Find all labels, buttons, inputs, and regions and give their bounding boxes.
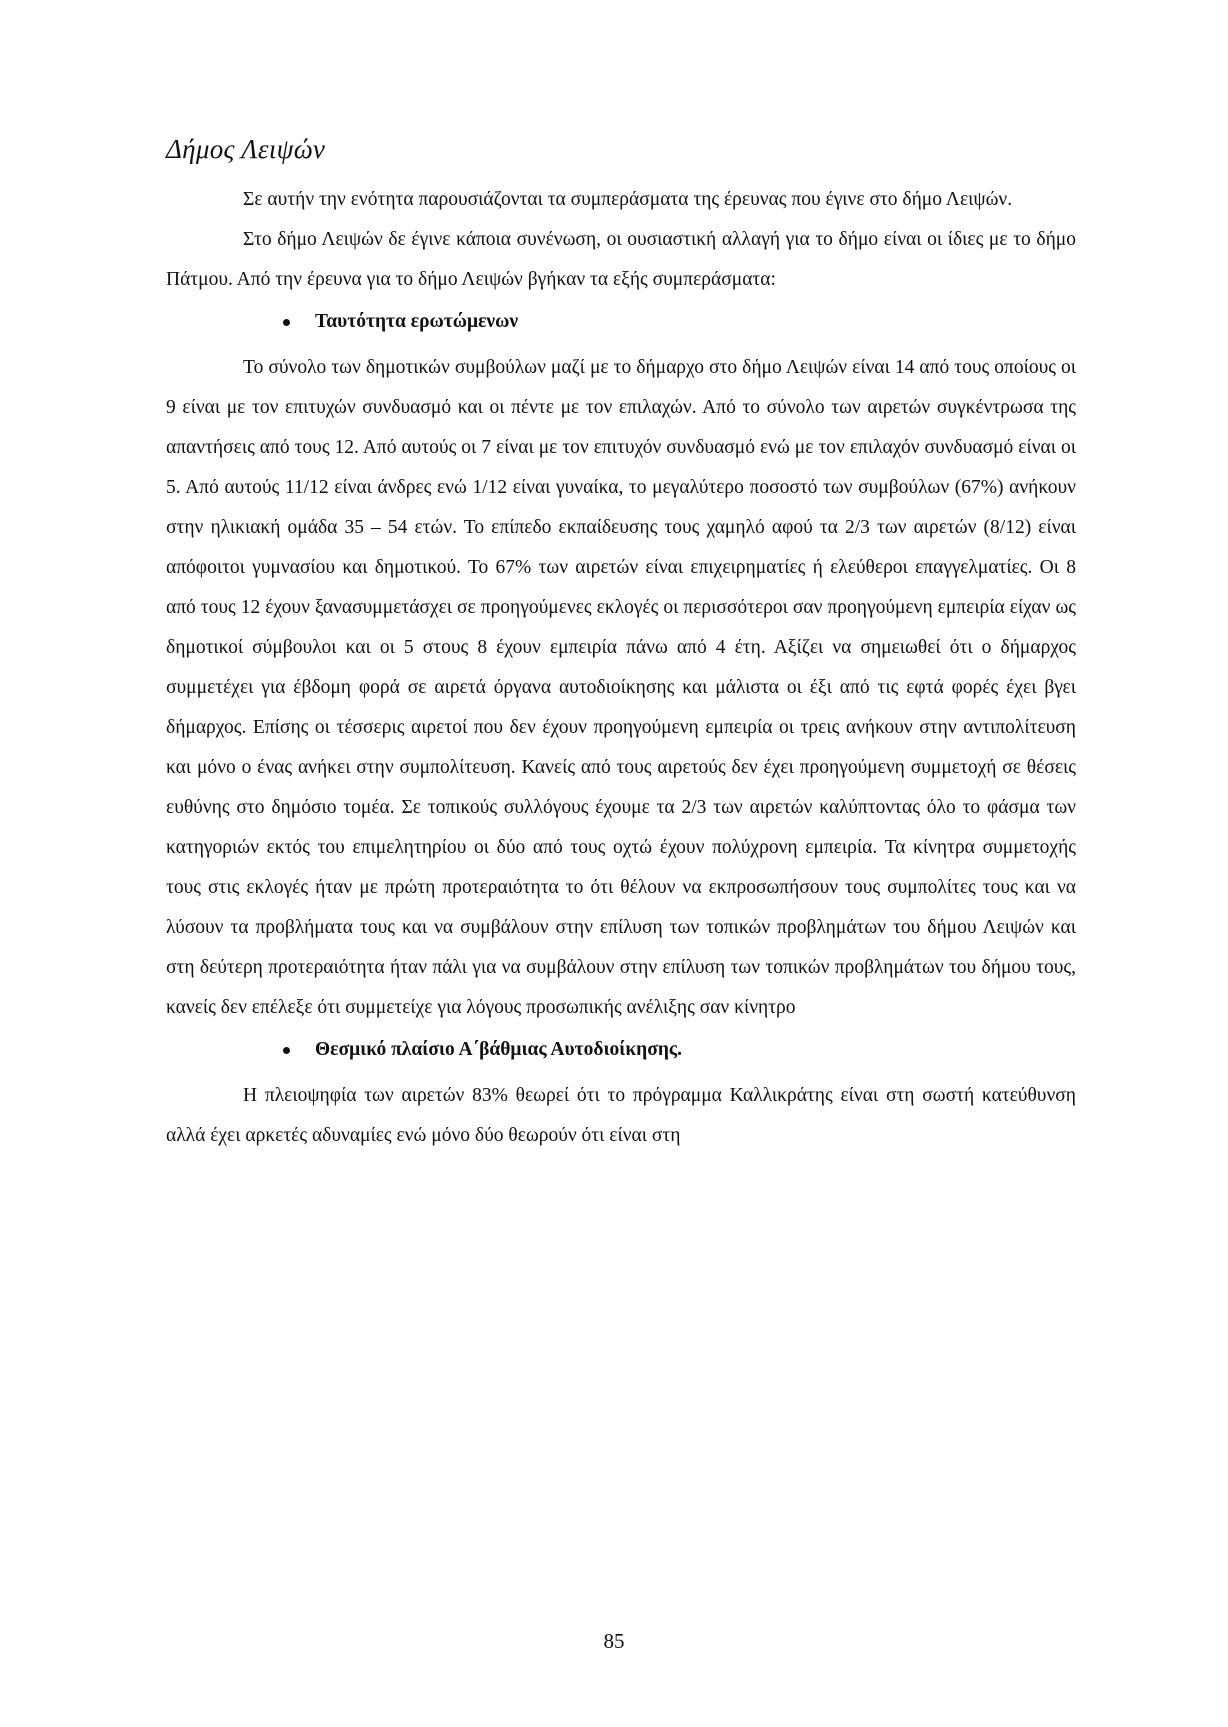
intro-paragraph-1: Σε αυτήν την ενότητα παρουσιάζονται τα συμπεράσματα της έρευνας που έγινε στο δήμο Λειψών.: [243, 189, 1013, 211]
bullet-dot-icon: [283, 1047, 290, 1054]
bullet-framework: [166, 1030, 1076, 1070]
framework-paragraph: Η πλειοψηφία των αιρετών 83% θεωρεί ότι το πρόγραμμα Καλλικράτης είναι στη σωστή κατεύθυνση αλλά έχει αρκετές αδυναμίες ενώ μόνο δύο θεωρούν ότι είναι στη: [166, 1085, 1076, 1147]
bullet-framework-label: Θεσμικό πλαίσιο Α΄βάθμιας Αυτοδιοίκησης.: [315, 1039, 682, 1061]
bullet-identity-label: Ταυτότητα ερωτώμενων: [315, 311, 519, 333]
page-number: 85: [603, 1629, 625, 1653]
section-heading: Δήμος Λειψών: [166, 134, 326, 164]
bullet-dot-icon: [283, 319, 290, 326]
identity-paragraph: Το σύνολο των δημοτικών συμβούλων μαζί με το δήμαρχο στο δήμο Λειψών είναι 14 από τους οποίους οι 9 είναι με τον επιτυχών συνδυασμό και οι πέντε με τον επιλαχών. Από το σύνολο των αιρετών συγκέντρωσα της απαντήσεις από τους 12. Από αυτούς οι 7 είναι με τον επιτυχόν συνδυασμό ενώ με τον επιλαχόν συνδυασμό είναι οι 5. Από αυτούς 11/12 είναι άνδρες ενώ 1/12 είναι γυναίκα, το μεγαλύτερο ποσοστό των συμβούλων (67%) ανήκουν στην ηλικιακή ομάδα 35 – 54 ετών. Το επίπεδο εκπαίδευσης τους χαμηλό αφού τα 2/3 των αιρετών (8/12) είναι απόφοιτοι γυμνασίου και δημοτικού. Το 67% των αιρετών είναι επιχειρηματίες ή ελεύθεροι επαγγελματίες. Οι 8 από τους 12 έχουν ξανασυμμετάσχει σε προηγούμενες εκλογές οι περισσότεροι σαν προηγούμενη εμπειρία είχαν ως δημοτικοί σύμβουλοι και οι 5 στους 8 έχουν εμπειρία πάνω από 4 έτη. Αξίζει να σημειωθεί ότι ο δήμαρχος συμμετέχει για έβδομη φορά σε αιρετά όργανα αυτοδιοίκησης και μάλιστα οι έξι από τις εφτά φορές έχει βγει δήμαρχος. Επίσης οι τέσσερις αιρετοί που δεν έχουν προηγούμενη εμπειρία οι τρεις ανήκουν στην αντιπολίτευση και μόνο ο ένας ανήκει στην συμπολίτευση. Κανείς από τους αιρετούς δεν έχει προηγούμενη συμμετοχή σε θέσεις ευθύνης στο δημόσιο τομέα. Σε τοπικούς συλλόγους έχουμε τα 2/3 των αιρετών καλύπτοντας όλο το φάσμα των κατηγοριών εκτός του επιμελητηρίου οι δύο από τους οχτώ έχουν πολύχρονη εμπειρία. Τα κίνητρα συμμετοχής τους στις εκλογές ήταν με πρώτη προτεραιότητα το ότι θέλουν να εκπροσωπήσουν τους συμπολίτες τους και να λύσουν τα προβλήματα τους και να συμβάλουν στην επίλυση των τοπικών προβλημάτων του δήμου Λειψών και στη δεύτερη προτεραιότητα ήταν πάλι για να συμβάλουν στην επίλυση των τοπικών προβλημάτων του δήμου τους, κανείς δεν επέλεξε ότι συμμετείχε για λόγους προσωπικής ανέλιξης σαν κίνητρο: [166, 357, 1076, 1019]
intro-paragraph-2: Στο δήμο Λειψών δε έγινε κάποια συνένωση, οι ουσιαστική αλλαγή για το δήμο είναι οι ίδιες με το δήμο Πάτμου. Από την έρευνα για το δήμο Λειψών βγήκαν τα εξής συμπεράσματα:: [166, 229, 1076, 291]
bullet-identity: [166, 302, 1076, 342]
page-content: [166, 132, 1076, 1156]
